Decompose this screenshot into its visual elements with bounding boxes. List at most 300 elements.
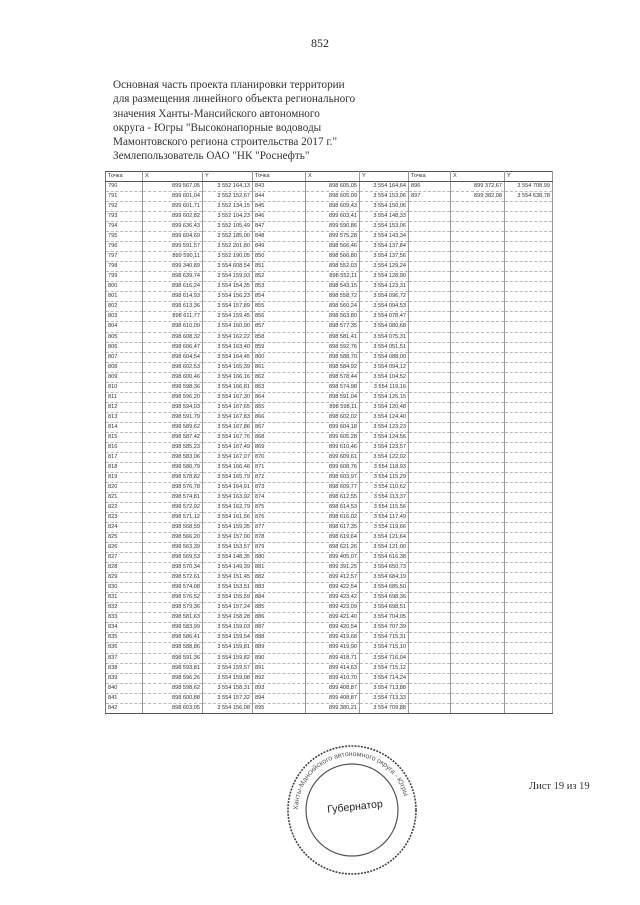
table-row bbox=[106, 513, 553, 523]
cell-x: 898 568,59 bbox=[143, 523, 203, 533]
cell-point: 830 bbox=[106, 583, 143, 593]
cell-y: 3 554 166,46 bbox=[203, 462, 253, 472]
cell-x: 898 552,03 bbox=[306, 262, 360, 272]
cell-point: 840 bbox=[106, 683, 143, 693]
cell-x: 899 590,11 bbox=[143, 252, 203, 262]
cell-x: 899 609,61 bbox=[306, 452, 360, 462]
cell-x: 898 578,44 bbox=[306, 372, 360, 382]
cell-y: 3 554 075,31 bbox=[360, 332, 409, 342]
cell-point: 870 bbox=[253, 452, 306, 462]
cell-y: 3 554 148,33 bbox=[360, 212, 409, 222]
cell-y bbox=[505, 332, 553, 342]
cell-point: 864 bbox=[253, 392, 306, 402]
cell-x: 898 571,12 bbox=[143, 513, 203, 523]
cell-point: 822 bbox=[106, 503, 143, 513]
cell-point: 805 bbox=[106, 332, 143, 342]
cell-point: 832 bbox=[106, 603, 143, 613]
cell-x: 899 601,04 bbox=[143, 192, 203, 202]
cell-y bbox=[505, 513, 553, 523]
cell-y: 3 554 137,56 bbox=[360, 252, 409, 262]
cell-point: 885 bbox=[253, 603, 306, 613]
cell-y: 3 554 162,22 bbox=[203, 332, 253, 342]
cell-y bbox=[505, 262, 553, 272]
cell-x: 898 572,61 bbox=[143, 573, 203, 583]
table-row bbox=[106, 693, 553, 703]
table-row bbox=[106, 302, 553, 312]
cell-x bbox=[451, 322, 505, 332]
cell-y: 3 552 201,80 bbox=[203, 242, 253, 252]
cell-x bbox=[451, 523, 505, 533]
cell-point: 879 bbox=[253, 543, 306, 553]
cell-point: 794 bbox=[106, 222, 143, 232]
cell-x: 898 598,62 bbox=[143, 683, 203, 693]
cell-point bbox=[409, 493, 451, 503]
cell-y bbox=[505, 673, 553, 683]
cell-point: 873 bbox=[253, 482, 306, 492]
cell-x bbox=[451, 452, 505, 462]
cell-y bbox=[505, 242, 553, 252]
cell-point: 801 bbox=[106, 292, 143, 302]
cell-y: 3 554 158,31 bbox=[203, 683, 253, 693]
cell-point: 833 bbox=[106, 613, 143, 623]
cell-x bbox=[451, 703, 505, 713]
cell-x: 899 410,70 bbox=[306, 673, 360, 683]
cell-y: 3 554 164,45 bbox=[203, 352, 253, 362]
cell-y: 3 554 128,90 bbox=[360, 272, 409, 282]
table-row bbox=[106, 452, 553, 462]
cell-y bbox=[505, 603, 553, 613]
cell-point bbox=[409, 252, 451, 262]
table-row bbox=[106, 493, 553, 503]
cell-point: 876 bbox=[253, 513, 306, 523]
cell-x: 898 609,43 bbox=[306, 202, 360, 212]
cell-x: 898 574,08 bbox=[143, 583, 203, 593]
cell-point: 815 bbox=[106, 432, 143, 442]
cell-point: 857 bbox=[253, 322, 306, 332]
cell-x bbox=[451, 583, 505, 593]
cell-point: 869 bbox=[253, 442, 306, 452]
cell-x: 898 639,74 bbox=[143, 272, 203, 282]
cell-point: 851 bbox=[253, 262, 306, 272]
cell-x: 899 419,90 bbox=[306, 643, 360, 653]
table-row bbox=[106, 362, 553, 372]
cell-point: 812 bbox=[106, 402, 143, 412]
cell-point bbox=[409, 292, 451, 302]
cell-point: 847 bbox=[253, 222, 306, 232]
table-row bbox=[106, 653, 553, 663]
cell-y: 3 554 094,12 bbox=[360, 362, 409, 372]
table-row bbox=[106, 312, 553, 322]
table-row bbox=[106, 422, 553, 432]
cell-y bbox=[505, 212, 553, 222]
cell-point: 810 bbox=[106, 382, 143, 392]
cell-x bbox=[451, 462, 505, 472]
cell-x: 898 579,36 bbox=[143, 603, 203, 613]
cell-y: 3 554 163,92 bbox=[203, 493, 253, 503]
cell-x bbox=[451, 222, 505, 232]
cell-y bbox=[505, 342, 553, 352]
cell-y: 3 554 704,05 bbox=[360, 613, 409, 623]
cell-y: 3 554 608,54 bbox=[203, 262, 253, 272]
cell-x bbox=[451, 593, 505, 603]
cell-point bbox=[409, 543, 451, 553]
cell-y: 3 554 150,06 bbox=[360, 202, 409, 212]
cell-x: 898 596,20 bbox=[143, 392, 203, 402]
cell-x: 899 605,28 bbox=[306, 432, 360, 442]
table-row bbox=[106, 352, 553, 362]
table-row bbox=[106, 563, 553, 573]
cell-point: 853 bbox=[253, 282, 306, 292]
cell-y: 3 552 152,67 bbox=[203, 192, 253, 202]
cell-y: 3 554 158,28 bbox=[203, 613, 253, 623]
cell-point: 820 bbox=[106, 482, 143, 492]
cell-y: 3 552 134,15 bbox=[203, 202, 253, 212]
cell-point bbox=[409, 432, 451, 442]
cell-point: 889 bbox=[253, 643, 306, 653]
cell-point: 882 bbox=[253, 573, 306, 583]
cell-x bbox=[451, 372, 505, 382]
table-row bbox=[106, 442, 553, 452]
table-row bbox=[106, 282, 553, 292]
cell-x: 898 613,36 bbox=[143, 302, 203, 312]
cell-point: 866 bbox=[253, 412, 306, 422]
cell-point: 807 bbox=[106, 352, 143, 362]
cell-x: 898 617,35 bbox=[306, 523, 360, 533]
cell-y bbox=[505, 402, 553, 412]
cell-point: 814 bbox=[106, 422, 143, 432]
cell-y bbox=[505, 472, 553, 482]
cell-x: 898 602,53 bbox=[143, 362, 203, 372]
table-row bbox=[106, 593, 553, 603]
cell-x: 898 586,41 bbox=[143, 633, 203, 643]
cell-y: 3 552 164,13 bbox=[203, 182, 253, 192]
table-row bbox=[106, 412, 553, 422]
cell-point bbox=[409, 553, 451, 563]
cell-x: 898 574,81 bbox=[143, 493, 203, 503]
cell-y: 3 554 164,64 bbox=[360, 182, 409, 192]
table-row bbox=[106, 212, 553, 222]
cell-y bbox=[505, 703, 553, 713]
cell-x: 898 583,06 bbox=[143, 452, 203, 462]
cell-point bbox=[409, 242, 451, 252]
table-row bbox=[106, 503, 553, 513]
cell-point: 844 bbox=[253, 192, 306, 202]
cell-point: 868 bbox=[253, 432, 306, 442]
column-header-x: X bbox=[306, 172, 360, 182]
cell-point bbox=[409, 322, 451, 332]
cell-y bbox=[505, 693, 553, 703]
cell-point: 799 bbox=[106, 272, 143, 282]
cell-point: 821 bbox=[106, 493, 143, 503]
cell-point bbox=[409, 703, 451, 713]
cell-point bbox=[409, 633, 451, 643]
cell-point: 849 bbox=[253, 242, 306, 252]
table-row bbox=[106, 663, 553, 673]
cell-point: 892 bbox=[253, 673, 306, 683]
cell-y bbox=[505, 392, 553, 402]
table-row bbox=[106, 533, 553, 543]
cell-point: 884 bbox=[253, 593, 306, 603]
cell-x: 898 576,78 bbox=[143, 482, 203, 492]
cell-point bbox=[409, 282, 451, 292]
table-row bbox=[106, 643, 553, 653]
table-row bbox=[106, 553, 553, 563]
cell-y bbox=[505, 382, 553, 392]
cell-x: 898 552,11 bbox=[306, 272, 360, 282]
cell-x: 898 605,05 bbox=[306, 182, 360, 192]
cell-x bbox=[451, 382, 505, 392]
cell-x bbox=[451, 242, 505, 252]
cell-y: 3 554 121,64 bbox=[360, 533, 409, 543]
cell-point: 804 bbox=[106, 322, 143, 332]
cell-y: 3 554 151,45 bbox=[203, 573, 253, 583]
cell-point: 859 bbox=[253, 342, 306, 352]
cell-x: 898 591,79 bbox=[143, 412, 203, 422]
cell-y bbox=[505, 683, 553, 693]
cell-y: 3 554 164,91 bbox=[203, 482, 253, 492]
cell-y: 3 554 153,51 bbox=[203, 583, 253, 593]
cell-y bbox=[505, 362, 553, 372]
cell-point: 824 bbox=[106, 523, 143, 533]
cell-point: 852 bbox=[253, 272, 306, 282]
cell-point: 796 bbox=[106, 242, 143, 252]
cell-x bbox=[451, 553, 505, 563]
cell-y bbox=[505, 432, 553, 442]
cell-y bbox=[505, 412, 553, 422]
cell-x: 898 596,26 bbox=[143, 673, 203, 683]
cell-y: 3 554 159,35 bbox=[203, 523, 253, 533]
cell-point: 803 bbox=[106, 312, 143, 322]
cell-y: 3 554 096,72 bbox=[360, 292, 409, 302]
cell-y: 3 554 159,93 bbox=[203, 272, 253, 282]
cell-y: 3 554 124,40 bbox=[360, 412, 409, 422]
table-row bbox=[106, 613, 553, 623]
title-line: Землепользователь ОАО "НК "Роснефть" bbox=[113, 150, 310, 163]
cell-x: 898 572,92 bbox=[143, 503, 203, 513]
cell-point: 846 bbox=[253, 212, 306, 222]
cell-x bbox=[451, 623, 505, 633]
cell-point bbox=[409, 332, 451, 342]
cell-x: 898 591,04 bbox=[306, 392, 360, 402]
cell-y: 3 554 167,83 bbox=[203, 412, 253, 422]
cell-y: 3 554 120,48 bbox=[360, 402, 409, 412]
cell-x: 898 594,03 bbox=[143, 402, 203, 412]
cell-point bbox=[409, 372, 451, 382]
cell-point bbox=[409, 603, 451, 613]
cell-y: 3 554 708,99 bbox=[505, 182, 553, 192]
cell-x: 899 405,07 bbox=[306, 553, 360, 563]
cell-point: 845 bbox=[253, 202, 306, 212]
cell-x bbox=[451, 663, 505, 673]
cell-point: 818 bbox=[106, 462, 143, 472]
table-row bbox=[106, 633, 553, 643]
cell-x: 899 419,68 bbox=[306, 633, 360, 643]
cell-point bbox=[409, 352, 451, 362]
cell-point: 800 bbox=[106, 282, 143, 292]
cell-point: 791 bbox=[106, 192, 143, 202]
seal-caption: Губернатор bbox=[326, 798, 384, 816]
cell-y bbox=[505, 563, 553, 573]
cell-y: 3 554 167,86 bbox=[203, 422, 253, 432]
cell-point: 881 bbox=[253, 563, 306, 573]
cell-y: 3 554 159,57 bbox=[203, 663, 253, 673]
cell-y: 3 554 716,04 bbox=[360, 653, 409, 663]
cell-y bbox=[505, 643, 553, 653]
table-row bbox=[106, 673, 553, 683]
cell-point: 895 bbox=[253, 703, 306, 713]
cell-x: 898 606,47 bbox=[143, 342, 203, 352]
cell-y: 3 554 118,93 bbox=[360, 462, 409, 472]
cell-x: 898 563,39 bbox=[143, 543, 203, 553]
cell-point: 839 bbox=[106, 673, 143, 683]
cell-x bbox=[451, 342, 505, 352]
cell-x: 899 408,87 bbox=[306, 693, 360, 703]
cell-y bbox=[505, 553, 553, 563]
cell-point bbox=[409, 272, 451, 282]
cell-x bbox=[451, 402, 505, 412]
cell-point: 806 bbox=[106, 342, 143, 352]
cell-x: 899 601,71 bbox=[143, 202, 203, 212]
cell-x: 899 391,25 bbox=[306, 563, 360, 573]
cell-y: 3 554 129,24 bbox=[360, 262, 409, 272]
sheet-label: Лист 19 из 19 bbox=[529, 781, 590, 792]
cell-x: 898 619,64 bbox=[306, 533, 360, 543]
cell-point: 894 bbox=[253, 693, 306, 703]
cell-x bbox=[451, 603, 505, 613]
cell-point bbox=[409, 462, 451, 472]
cell-point: 872 bbox=[253, 472, 306, 482]
cell-point bbox=[409, 673, 451, 683]
table-row bbox=[106, 292, 553, 302]
cell-y bbox=[505, 272, 553, 282]
cell-y: 3 554 123,23 bbox=[360, 422, 409, 432]
cell-y: 3 554 166,16 bbox=[203, 372, 253, 382]
cell-point: 817 bbox=[106, 452, 143, 462]
cell-y: 3 554 159,81 bbox=[203, 643, 253, 653]
cell-x: 898 598,36 bbox=[143, 382, 203, 392]
cell-x: 899 421,40 bbox=[306, 613, 360, 623]
cell-x bbox=[451, 262, 505, 272]
cell-y: 3 554 123,31 bbox=[360, 282, 409, 292]
table-row bbox=[106, 182, 553, 192]
cell-y: 3 554 153,06 bbox=[360, 222, 409, 232]
cell-point bbox=[409, 402, 451, 412]
cell-y: 3 554 104,52 bbox=[360, 372, 409, 382]
cell-y: 3 554 714,24 bbox=[360, 673, 409, 683]
cell-x: 898 560,24 bbox=[306, 302, 360, 312]
table-row bbox=[106, 342, 553, 352]
table-row bbox=[106, 462, 553, 472]
title-line: для размещения линейного объекта регионального bbox=[113, 93, 356, 106]
cell-y: 3 554 088,00 bbox=[360, 352, 409, 362]
cell-y: 3 554 051,51 bbox=[360, 342, 409, 352]
cell-x: 898 610,09 bbox=[143, 322, 203, 332]
cell-point: 878 bbox=[253, 533, 306, 543]
cell-y: 3 554 685,50 bbox=[360, 583, 409, 593]
table-row bbox=[106, 703, 553, 713]
cell-point: 886 bbox=[253, 613, 306, 623]
cell-y: 3 554 124,56 bbox=[360, 432, 409, 442]
cell-x: 898 592,76 bbox=[306, 342, 360, 352]
cell-y bbox=[505, 533, 553, 543]
cell-y: 3 554 616,38 bbox=[360, 553, 409, 563]
cell-point: 888 bbox=[253, 633, 306, 643]
cell-point bbox=[409, 503, 451, 513]
cell-x bbox=[451, 282, 505, 292]
cell-x: 899 408,87 bbox=[306, 683, 360, 693]
cell-x: 898 570,34 bbox=[143, 563, 203, 573]
cell-x: 898 602,02 bbox=[306, 412, 360, 422]
cell-y: 3 554 119,66 bbox=[360, 523, 409, 533]
cell-y bbox=[505, 573, 553, 583]
cell-x: 898 574,98 bbox=[306, 382, 360, 392]
table-row bbox=[106, 262, 553, 272]
cell-y bbox=[505, 222, 553, 232]
cell-y bbox=[505, 452, 553, 462]
cell-y: 3 552 104,23 bbox=[203, 212, 253, 222]
cell-y bbox=[505, 543, 553, 553]
table-row bbox=[106, 482, 553, 492]
title-line: Мамонтовского региона строительства 2017 г." bbox=[113, 136, 338, 149]
cell-point bbox=[409, 362, 451, 372]
cell-point: 860 bbox=[253, 352, 306, 362]
cell-x: 898 588,70 bbox=[306, 352, 360, 362]
cell-x: 898 614,53 bbox=[306, 503, 360, 513]
cell-point bbox=[409, 232, 451, 242]
cell-x: 899 604,69 bbox=[143, 232, 203, 242]
cell-x bbox=[451, 442, 505, 452]
cell-y: 3 554 157,32 bbox=[203, 693, 253, 703]
cell-y: 3 554 125,15 bbox=[360, 392, 409, 402]
cell-x bbox=[451, 503, 505, 513]
cell-y: 3 554 165,79 bbox=[203, 472, 253, 482]
cell-x: 898 616,02 bbox=[306, 513, 360, 523]
cell-point: 802 bbox=[106, 302, 143, 312]
cell-point bbox=[409, 392, 451, 402]
cell-point: 854 bbox=[253, 292, 306, 302]
cell-point: 827 bbox=[106, 553, 143, 563]
cell-x bbox=[451, 643, 505, 653]
cell-x: 899 575,28 bbox=[306, 232, 360, 242]
cell-x bbox=[451, 302, 505, 312]
cell-y: 3 554 159,82 bbox=[203, 653, 253, 663]
cell-y: 3 554 123,57 bbox=[360, 442, 409, 452]
cell-x: 898 593,81 bbox=[143, 663, 203, 673]
cell-point bbox=[409, 643, 451, 653]
cell-x: 898 577,35 bbox=[306, 322, 360, 332]
cell-x: 898 580,79 bbox=[143, 462, 203, 472]
cell-point: 874 bbox=[253, 493, 306, 503]
cell-x: 898 621,26 bbox=[306, 543, 360, 553]
seal-ring-text: Ханты-Мансийского автономного округа - Югры bbox=[292, 750, 410, 811]
cell-y: 3 554 698,36 bbox=[360, 593, 409, 603]
cell-point bbox=[409, 442, 451, 452]
cell-point: 891 bbox=[253, 663, 306, 673]
cell-point: 855 bbox=[253, 302, 306, 312]
table-row bbox=[106, 623, 553, 633]
cell-point: 798 bbox=[106, 262, 143, 272]
table-row bbox=[106, 573, 553, 583]
cell-x bbox=[451, 232, 505, 242]
table-row bbox=[106, 583, 553, 593]
cell-y: 3 554 160,90 bbox=[203, 322, 253, 332]
cell-point bbox=[409, 302, 451, 312]
cell-y bbox=[505, 202, 553, 212]
cell-point: 837 bbox=[106, 653, 143, 663]
cell-x: 899 608,76 bbox=[306, 462, 360, 472]
table-row bbox=[106, 543, 553, 553]
cell-point: 890 bbox=[253, 653, 306, 663]
